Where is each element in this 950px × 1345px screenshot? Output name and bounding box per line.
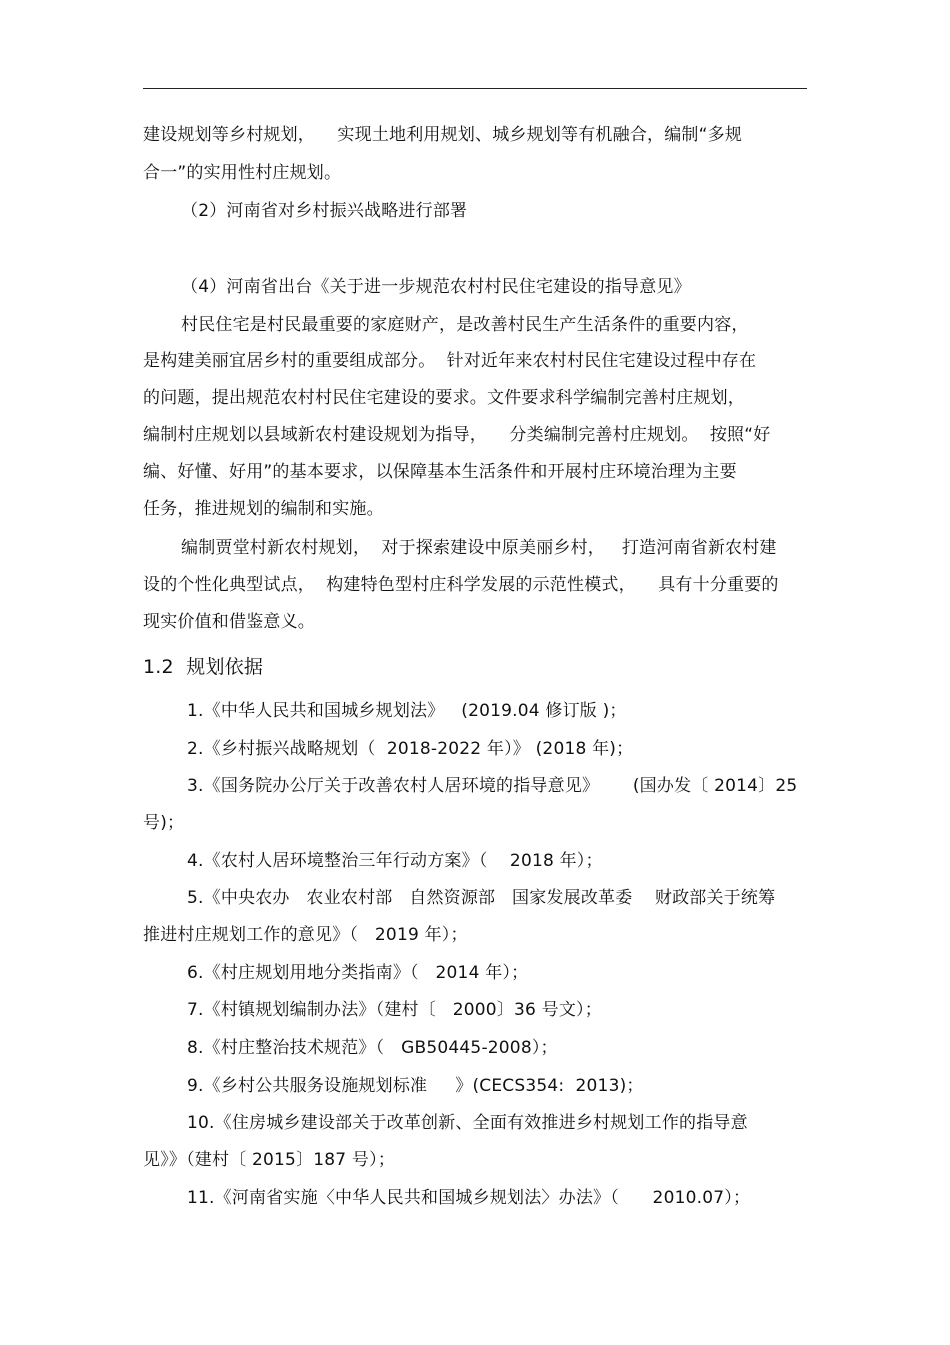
reference-item-continuation: 见》》（建村〔 2015〕187 号）； [143,1150,396,1170]
body-line: 现实价值和借鉴意义。 [143,612,315,632]
body-line: 编制贾堂村新农村规划， 对于探索建设中原美丽乡村， 打造河南省新农村建 [181,538,777,558]
body-line: 建设规划等乡村规划， 实现土地利用规划、城乡规划等有机融合，编制“多规 [143,125,743,145]
reference-item: 8.《村庄整治技术规范》（ GB50445-2008）； [187,1038,558,1058]
body-line: 编、好懂、好用”的基本要求，以保障基本生活条件和开展村庄环境治理为主要 [143,462,737,482]
subheading-2: （2）河南省对乡村振兴战略进行部署 [181,201,468,221]
reference-item: 3.《国务院办公厅关于改善农村人居环境的指导意见》 (国办发〔 2014〕25 [187,776,798,796]
body-line: 设的个性化典型试点， 构建特色型村庄科学发展的示范性模式， 具有十分重要的 [143,575,779,595]
reference-item-continuation: 号)； [143,813,185,833]
body-line: 合一”的实用性村庄规划。 [143,163,342,183]
reference-item: 1.《中华人民共和国城乡规划法》 (2019.04 修订版 )； [187,701,627,721]
reference-item: 10.《住房城乡建设部关于改革创新、全面有效推进乡村规划工作的指导意 [187,1113,748,1133]
body-line: 是构建美丽宜居乡村的重要组成部分。 针对近年来农村村民住宅建设过程中存在 [143,351,757,371]
body-line: 村民住宅是村民最重要的家庭财产，是改善村民生产生活条件的重要内容， [181,315,749,335]
body-line: 任务，推进规划的编制和实施。 [143,499,384,519]
subheading-4: （4）河南省出台《关于进一步规范农村村民住宅建设的指导意见》 [181,277,691,297]
header-rule [143,88,807,89]
reference-item: 5.《中央农办 农业农村部 自然资源部 国家发展改革委 财政部关于统筹 [187,888,776,908]
reference-item: 11.《河南省实施〈中华人民共和国城乡规划法〉办法》（ 2010.07）； [187,1188,751,1208]
reference-item: 7.《村镇规划编制办法》（建村〔 2000〕36 号文）； [187,1000,602,1020]
body-line: 的问题，提出规范农村村民住宅建设的要求。文件要求科学编制完善村庄规划， [143,388,745,408]
body-line: 编制村庄规划以县域新农村建设规划为指导， 分类编制完善村庄规划。 按照“好 [143,425,771,445]
reference-item: 2.《乡村振兴战略规划（ 2018-2022 年）》 (2018 年)； [187,739,634,759]
reference-item-continuation: 推进村庄规划工作的意见》（ 2019 年）； [143,925,468,945]
section-heading: 1.2 规划依据 [143,656,264,678]
reference-item: 6.《村庄规划用地分类指南》（ 2014 年）； [187,963,529,983]
reference-item: 4.《农村人居环境整治三年行动方案》（ 2018 年）； [187,851,603,871]
reference-item: 9.《乡村公共服务设施规划标准 》(CECS354: 2013)； [187,1076,644,1096]
